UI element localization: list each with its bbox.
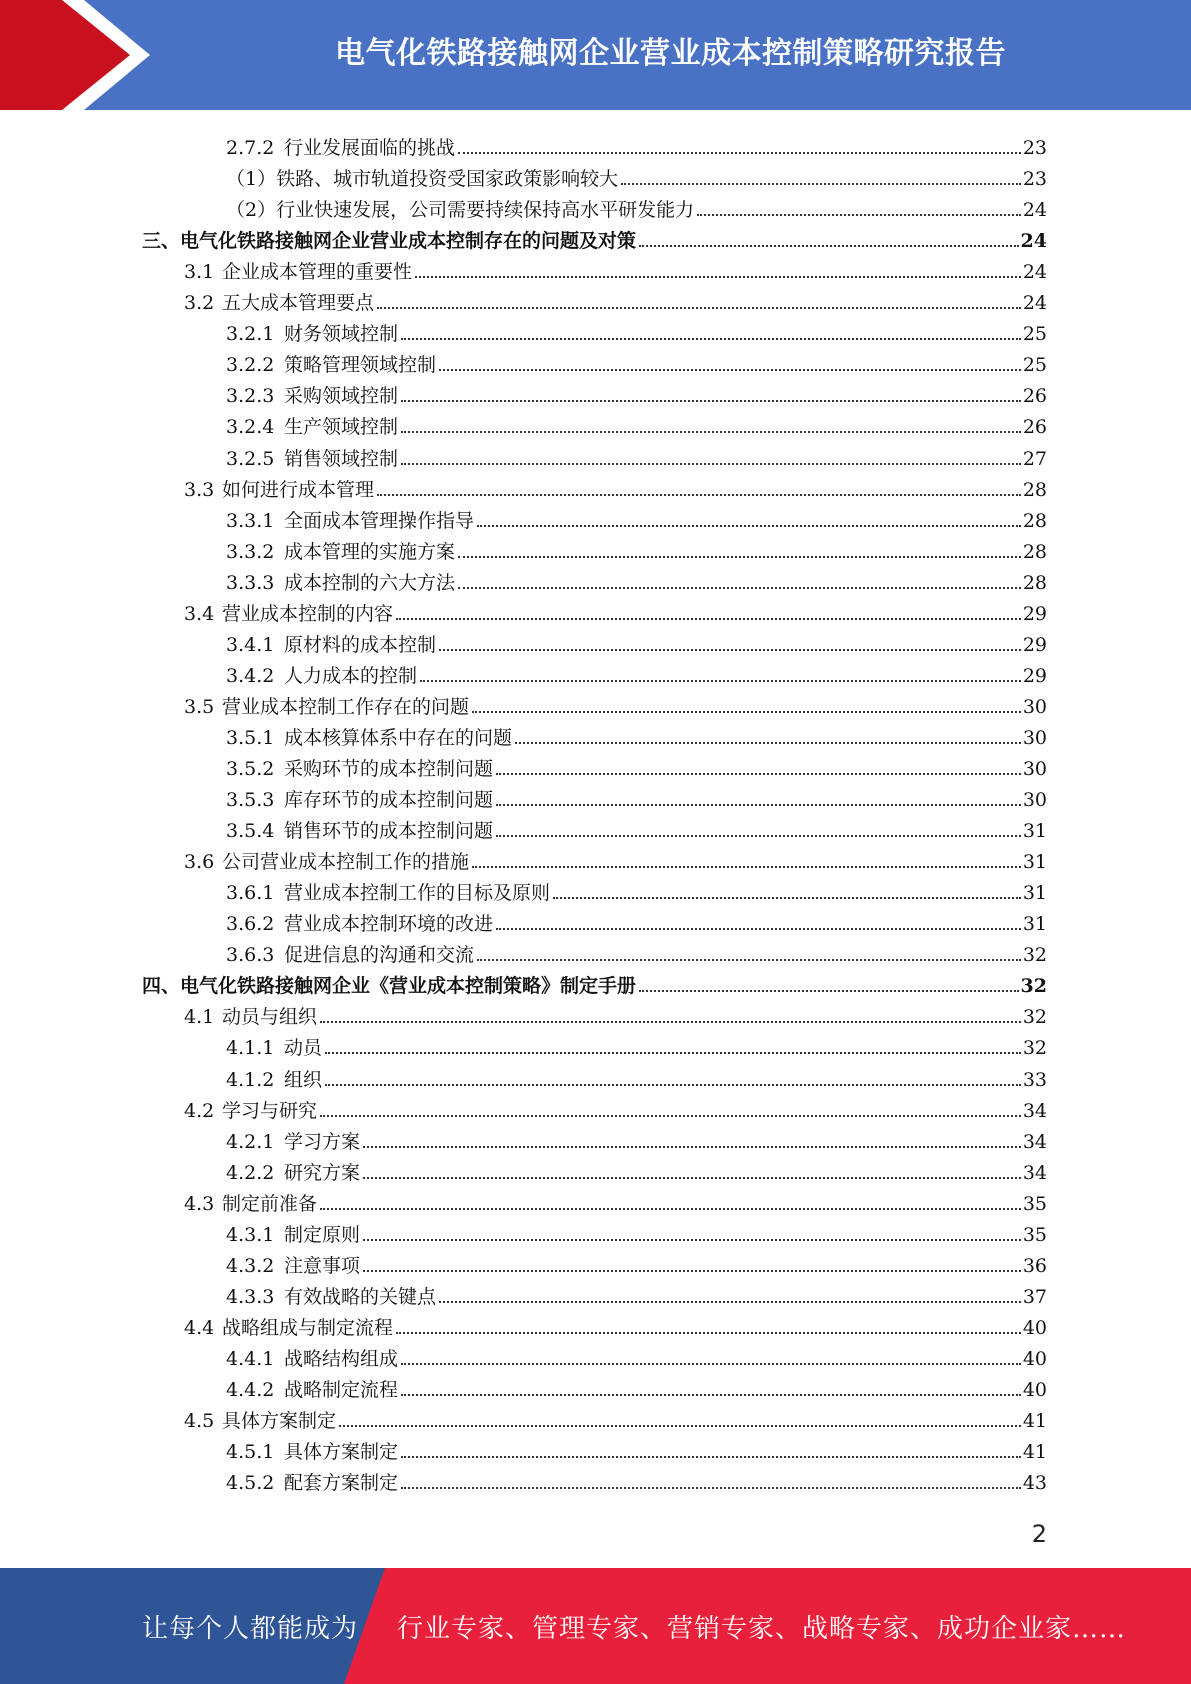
toc-entry-title: 动员 — [284, 1037, 323, 1060]
toc-entry-title: 战略结构组成 — [284, 1347, 399, 1370]
toc-entry-number: 4.5 — [184, 1410, 215, 1433]
toc-entry-number: 3.6.3 — [226, 944, 275, 967]
toc-entry-page: 40 — [1022, 1379, 1047, 1401]
toc-dot-leader — [439, 649, 1021, 651]
toc-entry-page: 25 — [1022, 354, 1047, 377]
toc-dot-leader — [325, 1052, 1021, 1054]
toc-entry-number: 3.2.1 — [226, 323, 275, 346]
toc-entry-title: 人力成本的控制 — [284, 664, 418, 687]
toc-entry-page: 28 — [1022, 478, 1047, 501]
toc-entry[interactable] — [226, 1215, 1047, 1246]
toc-entry[interactable] — [226, 904, 1047, 935]
report-title: 电气化铁路接触网企业营业成本控制策略研究报告 — [335, 36, 1006, 71]
toc-entry[interactable] — [226, 1060, 1047, 1091]
footer-band — [0, 1568, 1191, 1684]
toc-entry-page: 33 — [1022, 1068, 1047, 1091]
toc-entry-number: 4.1.1 — [226, 1037, 275, 1060]
toc-entry-page: 23 — [1022, 168, 1047, 191]
toc-entry-title: 行业发展面临的挑战 — [284, 137, 456, 159]
toc-entry-number: 4.2.1 — [226, 1130, 275, 1153]
toc-entry-page: 36 — [1022, 1254, 1047, 1277]
toc-entry[interactable] — [226, 1432, 1047, 1463]
toc-entry[interactable] — [184, 283, 1047, 314]
toc-entry[interactable] — [226, 749, 1047, 780]
toc-entry-number: 2.7.2 — [226, 137, 275, 159]
toc-entry-number: 4.3.2 — [226, 1254, 275, 1277]
toc-entry-page: 30 — [1022, 758, 1047, 780]
toc-entry-page: 31 — [1022, 851, 1047, 874]
toc-dot-leader — [639, 245, 1019, 247]
footer-slogan-right: 行业专家、管理专家、营销专家、战略专家、成功企业家…… — [397, 1613, 1127, 1644]
toc-dot-leader — [553, 897, 1021, 899]
toc-entry[interactable] — [226, 1028, 1047, 1059]
toc-dot-leader — [458, 556, 1021, 558]
toc-entry-number: 3.5.3 — [226, 789, 275, 812]
toc-entry[interactable] — [184, 997, 1047, 1028]
toc-entry-title: 成本核算体系中存在的问题 — [284, 726, 513, 749]
toc-entry-title: 战略制定流程 — [284, 1379, 399, 1401]
toc-entry[interactable] — [226, 1246, 1047, 1277]
toc-entry-page: 31 — [1022, 820, 1047, 843]
toc-entry-page: 25 — [1022, 323, 1047, 346]
toc-entry-title: 采购领域控制 — [284, 385, 399, 408]
toc-entry-number: 4.2.2 — [226, 1161, 275, 1184]
toc-entry-number: 3.5 — [184, 695, 215, 718]
toc-entry[interactable] — [184, 594, 1047, 625]
toc-dot-leader — [496, 773, 1021, 775]
toc-entry[interactable] — [226, 563, 1047, 594]
toc-entry-title: 战略组成与制定流程 — [222, 1316, 394, 1339]
toc-entry-title: 铁路、城市轨道投资受国家政策影响较大 — [276, 168, 619, 191]
toc-entry[interactable] — [226, 935, 1047, 966]
toc-entry[interactable] — [226, 501, 1047, 532]
toc-dot-leader — [339, 1425, 1021, 1427]
toc-entry-page: 34 — [1022, 1099, 1047, 1122]
toc-entry[interactable] — [226, 656, 1047, 687]
toc-entry-page: 23 — [1022, 137, 1047, 159]
toc-entry-number: （1） — [226, 168, 277, 191]
toc-entry[interactable] — [226, 439, 1047, 470]
toc-dot-leader — [363, 1270, 1021, 1272]
toc-entry-number: 3.5.4 — [226, 820, 275, 843]
toc-entry[interactable] — [226, 625, 1047, 656]
toc-entry-number: 4.5.1 — [226, 1441, 275, 1464]
toc-entry-number: 4.1.2 — [226, 1068, 275, 1091]
toc-entry-number: 4.2 — [184, 1099, 215, 1122]
toc-entry[interactable] — [226, 1370, 1047, 1401]
toc-entry-title: 成本管理的实施方案 — [284, 540, 456, 563]
toc-entry-page: 26 — [1022, 385, 1047, 408]
toc-entry-title: 采购环节的成本控制问题 — [284, 758, 494, 780]
toc-dot-leader — [320, 1021, 1021, 1023]
toc-dot-leader — [401, 1363, 1021, 1365]
toc-entry[interactable] — [226, 376, 1047, 407]
toc-entry-title: 销售领域控制 — [284, 447, 399, 470]
toc-dot-leader — [439, 369, 1021, 371]
toc-entry[interactable] — [184, 842, 1047, 873]
toc-entry-title: 五大成本管理要点 — [222, 292, 375, 315]
toc-dot-leader — [458, 152, 1021, 154]
toc-entry-number: 3.4 — [184, 602, 215, 625]
toc-dot-leader — [325, 1084, 1021, 1086]
toc-entry-title: 制定前准备 — [222, 1192, 318, 1215]
toc-entry-page: 31 — [1022, 913, 1047, 936]
toc-dot-leader — [363, 1239, 1021, 1241]
toc-entry-number: 3.3 — [184, 478, 215, 501]
toc-entry-number: 3.4.1 — [226, 633, 275, 656]
toc-entry[interactable] — [226, 407, 1047, 438]
toc-entry-title: 财务领域控制 — [284, 323, 399, 346]
toc-entry[interactable] — [226, 1463, 1047, 1494]
toc-entry-number: 3.6.2 — [226, 913, 275, 936]
toc-dot-leader — [377, 494, 1021, 496]
toc-dot-leader — [401, 1456, 1021, 1458]
toc-entry-page: 30 — [1022, 789, 1047, 812]
toc-entry[interactable] — [184, 1091, 1047, 1122]
header-band — [0, 0, 1191, 110]
toc-entry-page: 26 — [1022, 416, 1047, 439]
toc-entry-number: 三、 — [142, 230, 181, 253]
toc-entry-number: 4.5.2 — [226, 1472, 275, 1495]
toc-entry-title: 生产领域控制 — [284, 416, 399, 439]
toc-entry-number: 4.3 — [184, 1192, 215, 1215]
toc-entry[interactable] — [226, 873, 1047, 904]
toc-entry-title: 营业成本控制的内容 — [222, 602, 394, 625]
toc-entry-title: 电气化铁路接触网企业《营业成本控制策略》制定手册 — [180, 975, 637, 998]
toc-entry-page: 27 — [1022, 447, 1047, 470]
toc-entry[interactable] — [184, 1308, 1047, 1339]
toc-entry-page: 24 — [1022, 261, 1047, 284]
toc-entry[interactable] — [226, 1153, 1047, 1184]
toc-entry-page: 35 — [1022, 1192, 1047, 1215]
toc-entry[interactable] — [226, 314, 1047, 345]
toc-entry-number: 3.6 — [184, 851, 215, 874]
toc-entry-title: 营业成本控制工作的目标及原则 — [284, 882, 551, 905]
toc-entry[interactable] — [184, 252, 1047, 283]
toc-dot-leader — [396, 618, 1021, 620]
toc-dot-leader — [401, 338, 1021, 340]
toc-dot-leader — [472, 711, 1021, 713]
toc-entry-number: 3.2.5 — [226, 447, 275, 470]
toc-entry-number: 3.3.3 — [226, 571, 275, 594]
toc-entry-page: 32 — [1022, 1006, 1047, 1029]
toc-entry-page: 41 — [1022, 1441, 1047, 1464]
toc-dot-leader — [363, 1146, 1021, 1148]
toc-entry-number: （2） — [226, 199, 277, 222]
toc-entry-title: 营业成本控制环境的改进 — [284, 913, 494, 936]
toc-entry-title: 企业成本管理的重要性 — [222, 261, 413, 284]
toc-entry-number: 3.6.1 — [226, 882, 275, 905]
toc-entry-number: 4.4 — [184, 1316, 215, 1339]
page-number: 2 — [1031, 1520, 1047, 1548]
toc-dot-leader — [515, 742, 1021, 744]
toc-entry-page: 37 — [1022, 1285, 1047, 1308]
toc-entry-title: 原材料的成本控制 — [284, 633, 437, 656]
toc-entry-title: 注意事项 — [284, 1254, 361, 1277]
toc-entry-title: 公司营业成本控制工作的措施 — [222, 851, 470, 874]
toc-dot-leader — [363, 1177, 1021, 1179]
toc-dot-leader — [320, 1208, 1021, 1210]
toc-entry-page: 28 — [1022, 571, 1047, 594]
toc-entry-page: 28 — [1022, 540, 1047, 563]
toc-dot-leader — [439, 1301, 1021, 1303]
toc-dot-leader — [496, 804, 1021, 806]
toc-entry[interactable] — [226, 1339, 1047, 1370]
toc-entry-title: 成本控制的六大方法 — [284, 571, 456, 594]
toc-entry-page: 24 — [1022, 292, 1047, 315]
toc-entry-title: 营业成本控制工作存在的问题 — [222, 695, 470, 718]
toc-entry-page: 34 — [1022, 1161, 1047, 1184]
toc-entry[interactable] — [226, 718, 1047, 749]
toc-entry-page: 32 — [1020, 975, 1047, 998]
toc-entry[interactable] — [226, 190, 1047, 221]
toc-entry-title: 全面成本管理操作指导 — [284, 509, 475, 532]
toc-entry-title: 促进信息的沟通和交流 — [284, 944, 475, 967]
toc-entry-page: 29 — [1022, 633, 1047, 656]
toc-dot-leader — [396, 1332, 1021, 1334]
toc-entry[interactable] — [226, 159, 1047, 190]
toc-entry-page: 34 — [1022, 1130, 1047, 1153]
toc-dot-leader — [697, 214, 1021, 216]
toc-entry[interactable] — [142, 966, 1047, 997]
toc-entry-number: 3.2 — [184, 292, 215, 315]
toc-entry-page: 32 — [1022, 944, 1047, 967]
toc-entry-title: 电气化铁路接触网企业营业成本控制存在的问题及对策 — [180, 230, 637, 253]
toc-entry-number: 四、 — [142, 975, 181, 998]
toc-dot-leader — [420, 680, 1021, 682]
toc-entry-number: 3.5.2 — [226, 758, 275, 780]
toc-entry[interactable] — [226, 1277, 1047, 1308]
toc-entry-page: 41 — [1022, 1410, 1047, 1433]
toc-dot-leader — [621, 183, 1021, 185]
toc-dot-leader — [401, 400, 1021, 402]
toc-dot-leader — [458, 587, 1021, 589]
toc-entry[interactable] — [226, 811, 1047, 842]
toc-entry-number: 3.5.1 — [226, 726, 275, 749]
toc-entry-number: 4.1 — [184, 1006, 215, 1029]
toc-entry[interactable] — [184, 1184, 1047, 1215]
toc-entry-page: 28 — [1022, 509, 1047, 532]
toc-entry-title: 如何进行成本管理 — [222, 478, 375, 501]
toc-entry-title: 组织 — [284, 1068, 323, 1091]
toc-entry-title: 学习与研究 — [222, 1099, 318, 1122]
toc-entry-page: 31 — [1022, 882, 1047, 905]
toc-entry-number: 4.4.2 — [226, 1379, 275, 1401]
toc-dot-leader — [496, 835, 1021, 837]
toc-entry-title: 具体方案制定 — [284, 1441, 399, 1464]
toc-entry-title: 研究方案 — [284, 1161, 361, 1184]
toc-dot-leader — [639, 990, 1019, 992]
toc-entry-title: 销售环节的成本控制问题 — [284, 820, 494, 843]
toc-dot-leader — [377, 307, 1021, 309]
toc-entry-number: 3.2.2 — [226, 354, 275, 377]
toc-entry[interactable] — [226, 128, 1047, 159]
toc-entry-page: 29 — [1022, 664, 1047, 687]
toc-dot-leader — [472, 866, 1021, 868]
toc-entry-page: 40 — [1022, 1316, 1047, 1339]
toc-entry[interactable] — [226, 345, 1047, 376]
toc-entry-page: 35 — [1022, 1223, 1047, 1246]
toc-entry-title: 行业快速发展，公司需要持续保持高水平研发能力 — [276, 199, 695, 222]
toc-entry-page: 30 — [1022, 695, 1047, 718]
toc-entry-title: 策略管理领域控制 — [284, 354, 437, 377]
toc-entry-number: 3.2.3 — [226, 385, 275, 408]
toc-dot-leader — [477, 525, 1021, 527]
toc-entry-number: 3.2.4 — [226, 416, 275, 439]
toc-entry-title: 动员与组织 — [222, 1006, 318, 1029]
toc-entry-page: 30 — [1022, 726, 1047, 749]
toc-dot-leader — [477, 959, 1021, 961]
toc-entry[interactable] — [142, 221, 1047, 252]
toc-entry-number: 4.3.3 — [226, 1285, 275, 1308]
toc-entry[interactable] — [226, 532, 1047, 563]
toc-entry-number: 3.3.2 — [226, 540, 275, 563]
toc-entry[interactable] — [184, 687, 1047, 718]
footer-slogan-left: 让每个人都能成为 — [142, 1613, 359, 1644]
toc-entry-title: 有效战略的关键点 — [284, 1285, 437, 1308]
toc-entry[interactable] — [226, 780, 1047, 811]
toc-entry-page: 29 — [1022, 602, 1047, 625]
toc-dot-leader — [496, 928, 1021, 930]
toc-entry-title: 配套方案制定 — [284, 1472, 399, 1495]
toc-entry-page: 24 — [1020, 230, 1047, 253]
toc-entry-page: 24 — [1022, 199, 1047, 222]
toc-entry[interactable] — [184, 470, 1047, 501]
toc-entry-number: 3.1 — [184, 261, 215, 284]
toc-dot-leader — [415, 276, 1021, 278]
toc-entry-number: 4.4.1 — [226, 1347, 275, 1370]
toc-entry-number: 3.4.2 — [226, 664, 275, 687]
toc-entry[interactable] — [226, 1122, 1047, 1153]
toc-dot-leader — [401, 1394, 1021, 1396]
toc-dot-leader — [401, 463, 1021, 465]
toc-entry-title: 学习方案 — [284, 1130, 361, 1153]
toc-entry-number: 4.3.1 — [226, 1223, 275, 1246]
toc-entry[interactable] — [184, 1401, 1047, 1432]
toc-entry-page: 40 — [1022, 1347, 1047, 1370]
toc-dot-leader — [320, 1115, 1021, 1117]
toc-entry-title: 制定原则 — [284, 1223, 361, 1246]
toc-entry-title: 库存环节的成本控制问题 — [284, 789, 494, 812]
toc-entry-page: 43 — [1022, 1472, 1047, 1495]
toc-entry-page: 32 — [1022, 1037, 1047, 1060]
toc-dot-leader — [401, 431, 1021, 433]
toc-entry-number: 3.3.1 — [226, 509, 275, 532]
toc-entry-title: 具体方案制定 — [222, 1410, 337, 1433]
toc-dot-leader — [401, 1487, 1021, 1489]
